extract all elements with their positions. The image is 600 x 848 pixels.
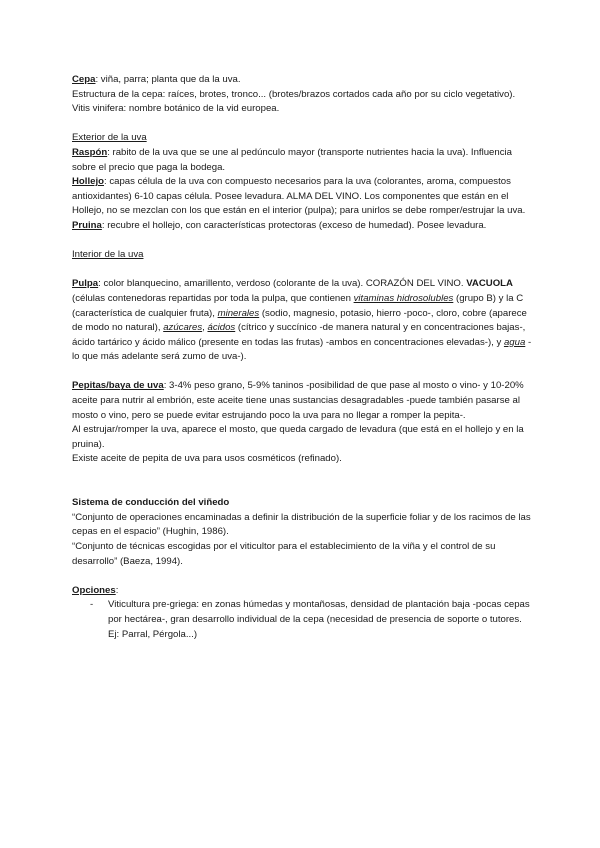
list-bullet: - xyxy=(90,599,94,611)
pulpa-term: Pulpa xyxy=(72,278,99,290)
quote-baeza: “Conjunto de técnicas escogidas por el viticultor para el establecimiento de la viña y el control de su desarrollo” (Baeza, 1994). xyxy=(72,541,496,567)
hollejo-term: Hollejo xyxy=(72,176,104,188)
raspon-text: : rabito de la uva que se une al pedúnculo mayor (transporte nutrientes hacia la uva). Influencia sobre el precio que paga la bodega. xyxy=(72,146,512,173)
minerales-term: minerales xyxy=(217,307,260,319)
vacuola-text-2: (grupo B) y la C (característica de cualquier fruta), xyxy=(72,292,524,319)
estrujar-paragraph: Al estrujar/romper la uva, aparece el mosto, que queda cargado de levadura (que está en el hollejo y en la pruina). xyxy=(72,424,524,450)
spacer xyxy=(72,234,532,249)
pruina-term: Pruina xyxy=(72,219,102,231)
opciones-list xyxy=(72,598,532,642)
vacuola-text-6: -lo que más adelante será zumo de uva-). xyxy=(72,336,532,363)
spacer xyxy=(72,569,532,584)
aceite-paragraph: Existe aceite de pepita de uva para usos cosméticos (refinado). xyxy=(72,453,342,465)
agua-term: agua xyxy=(503,336,526,348)
exterior-heading: Exterior de la uva xyxy=(72,132,147,144)
quote-hughin: “Conjunto de operaciones encaminadas a definir la distribución de la superficie foliar y de los racimos de las cepas en el espacio” (Hughin, 1986). xyxy=(72,511,531,538)
pepitas-term: Pepitas/baya de uva xyxy=(72,380,164,392)
pepitas-paragraph xyxy=(72,379,532,423)
spacer xyxy=(72,482,532,497)
cepa-paragraph xyxy=(72,73,532,88)
acidos-term: ácidos xyxy=(207,322,236,334)
pruina-paragraph xyxy=(72,219,532,234)
opciones-heading-line xyxy=(72,584,532,599)
sistema-heading: Sistema de conducción del viñedo xyxy=(72,497,230,509)
list-item-text: Viticultura pre-griega: en zonas húmedas y montañosas, densidad de plantación baja -pocas cepas por hectárea-, gran desarrollo individual de la cepa (necesidad de presencia de soporte o tutores. Ej: Parral, Pérgola...) xyxy=(108,599,530,640)
vitis-vinifera-line: Vitis vinifera: nombre botánico de la vid europea. xyxy=(72,103,280,115)
vacuola-text-5: (cítrico y succínico -de manera natural y en concentraciones bajas-, ácido tartárico y ácido málico (presente en todas las frutas) -ambos en concentraciones elevadas-), y xyxy=(72,322,526,348)
vitaminas-term: vitaminas hidrosolubles xyxy=(353,292,454,304)
pulpa-paragraph xyxy=(72,277,532,365)
vacuola-text-1: (células contenedoras repartidas por toda la pulpa, que contienen xyxy=(72,292,354,304)
vacuola-text-3: (sodio, magnesio, potasio, hierro -poco-, cloro, cobre (aparece de modo no natural), xyxy=(72,307,527,334)
pepitas-text: : 3-4% peso grano, 5-9% taninos -posibilidad de que pase al mosto o vino- y 10-20% aceite para nutrir al embrión, este aceite tiene unas sustancias desagradables -puede también pasarse al mosto o vino, pero se puede evitar estrujando poco la uva para no llegar a romper la pepita-. xyxy=(72,380,524,421)
cepa-term: Cepa xyxy=(72,74,96,85)
opciones-heading: Opciones xyxy=(72,584,116,596)
pulpa-text: : color blanquecino, amarillento, verdoso (colorante de la uva). CORAZÓN DEL VINO. xyxy=(98,278,464,290)
list-item xyxy=(72,598,532,642)
spacer xyxy=(72,117,532,132)
raspon-paragraph xyxy=(72,146,532,175)
interior-heading: Interior de la uva xyxy=(72,249,144,261)
vacuola-text-4: , xyxy=(202,322,208,334)
cepa-structure-line: Estructura de la cepa: raíces, brotes, tronco... (brotes/brazos cortados cada año por su ciclo vegetativo). xyxy=(72,88,516,100)
cepa-definition: : viña, parra; planta que da la uva. xyxy=(95,74,241,85)
spacer xyxy=(72,365,532,380)
raspon-term: Raspón xyxy=(72,146,108,158)
spacer xyxy=(72,263,532,278)
pruina-text: : recubre el hollejo, con características protectoras (exceso de humedad). Posee levadura. xyxy=(101,219,487,231)
document-page xyxy=(72,73,532,642)
azucares-term: azúcares xyxy=(163,322,203,334)
hollejo-text: : capas célula de la uva con compuesto necesarios para la uva (colorantes, aroma, compuestos antioxidantes) 6-10 capas célula. Posee levadura. ALMA DEL VINO. Los componentes que están en el Hollejo, no se mezclan con los que están en el interior (pulpa); para unirlos se debe romper/estrujar la uva. xyxy=(72,176,526,217)
spacer xyxy=(72,467,532,482)
opciones-colon: : xyxy=(115,584,119,596)
vacuola-term: VACUOLA xyxy=(466,278,513,290)
hollejo-paragraph xyxy=(72,175,532,219)
